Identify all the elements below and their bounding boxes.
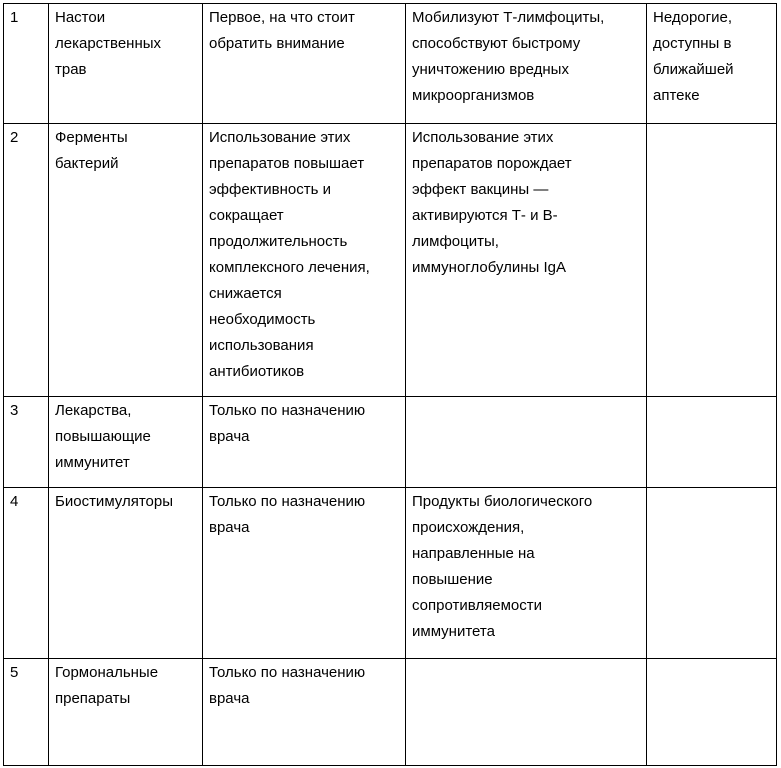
cell-text-line: 5 xyxy=(10,664,19,681)
table-row xyxy=(4,397,777,488)
extra-note-cell xyxy=(647,488,777,659)
usage-note-cell xyxy=(203,488,406,659)
usage-note-cell xyxy=(203,659,406,766)
cell-text-line: Мобилизуют Т-лимфоциты, xyxy=(412,9,605,26)
cell-text-line: Только по назначению xyxy=(209,493,366,510)
cell-text-line: Ферменты xyxy=(55,129,128,146)
cell-text-line: препаратов порождает xyxy=(412,155,572,172)
cell-text-line: Только по назначению xyxy=(209,664,366,681)
effect-cell xyxy=(406,397,647,488)
cell-text-line: использования xyxy=(209,337,314,354)
cell-text-line: трав xyxy=(55,61,87,78)
cell-text-line: антибиотиков xyxy=(209,363,305,380)
cell-text-line: иммуноглобулины IgA xyxy=(412,259,567,276)
table-row xyxy=(4,124,777,397)
cell-text-line: 3 xyxy=(10,402,19,419)
cell-text-line: активируются Т- и В- xyxy=(412,207,558,224)
cell-text-line: сокращает xyxy=(209,207,284,224)
cell-text-line: врача xyxy=(209,690,250,707)
effect-cell xyxy=(406,4,647,124)
remedy-name-cell xyxy=(49,4,203,124)
row-number-cell xyxy=(4,4,49,124)
row-number-cell xyxy=(4,124,49,397)
cell-text-line: направленные на xyxy=(412,545,535,562)
cell-text-line: ближайшей xyxy=(653,61,734,78)
cell-text-line: происхождения, xyxy=(412,519,525,536)
effect-cell xyxy=(406,659,647,766)
cell-text-line: врача xyxy=(209,428,250,445)
cell-text-line: 4 xyxy=(10,493,19,510)
row-number-cell xyxy=(4,659,49,766)
cell-text-line: способствуют быстрому xyxy=(412,35,581,52)
cell-text-line: Недорогие, xyxy=(653,9,732,26)
cell-text-line: лекарственных xyxy=(55,35,162,52)
cell-text-line: препараты xyxy=(55,690,131,707)
cell-text-line: уничтожению вредных xyxy=(412,61,569,78)
cell-text-line: 1 xyxy=(10,9,19,26)
cell-text-line: необходимость xyxy=(209,311,316,328)
cell-text-line: Биостимуляторы xyxy=(55,493,174,510)
cell-text-line: эффективность и xyxy=(209,181,331,198)
cell-text-line: обратить внимание xyxy=(209,35,345,52)
immunity-table xyxy=(3,3,777,766)
usage-note-cell xyxy=(203,397,406,488)
cell-text-line: аптеке xyxy=(653,87,700,104)
cell-text-line: повышение xyxy=(412,571,493,588)
remedy-name-cell xyxy=(49,124,203,397)
cell-text-line: комплексного лечения, xyxy=(209,259,370,276)
cell-text-line: препаратов повышает xyxy=(209,155,365,172)
remedy-name-cell xyxy=(49,659,203,766)
cell-text-line: микроорганизмов xyxy=(412,87,535,104)
extra-note-cell xyxy=(647,397,777,488)
table-row xyxy=(4,659,777,766)
remedy-name-cell xyxy=(49,397,203,488)
cell-text-line: сопротивляемости xyxy=(412,597,542,614)
cell-text-line: иммунитет xyxy=(55,454,130,471)
cell-text-line: Только по назначению xyxy=(209,402,366,419)
usage-note-cell xyxy=(203,4,406,124)
extra-note-cell xyxy=(647,659,777,766)
row-number-cell xyxy=(4,397,49,488)
usage-note-cell xyxy=(203,124,406,397)
row-number-cell xyxy=(4,488,49,659)
cell-text-line: продолжительность xyxy=(209,233,348,250)
table-row xyxy=(4,488,777,659)
extra-note-cell xyxy=(647,4,777,124)
cell-text-line: снижается xyxy=(209,285,282,302)
cell-text-line: лимфоциты, xyxy=(412,233,499,250)
cell-text-line: Гормональные xyxy=(55,664,159,681)
cell-text-line: Лекарства, xyxy=(55,402,132,419)
cell-text-line: Настои xyxy=(55,9,106,26)
remedy-name-cell xyxy=(49,488,203,659)
table-row xyxy=(4,4,777,124)
effect-cell xyxy=(406,124,647,397)
cell-text-line: врача xyxy=(209,519,250,536)
cell-text-line: доступны в xyxy=(653,35,732,52)
cell-text-line: эффект вакцины — xyxy=(412,181,549,198)
cell-text-line: Первое, на что стоит xyxy=(209,9,355,26)
cell-text-line: Продукты биологического xyxy=(412,493,593,510)
effect-cell xyxy=(406,488,647,659)
cell-text-line: повышающие xyxy=(55,428,151,445)
cell-text-line: иммунитета xyxy=(412,623,495,640)
cell-text-line: Использование этих xyxy=(412,129,554,146)
cell-text-line: 2 xyxy=(10,129,19,146)
cell-text-line: бактерий xyxy=(55,155,119,172)
extra-note-cell xyxy=(647,124,777,397)
cell-text-line: Использование этих xyxy=(209,129,351,146)
